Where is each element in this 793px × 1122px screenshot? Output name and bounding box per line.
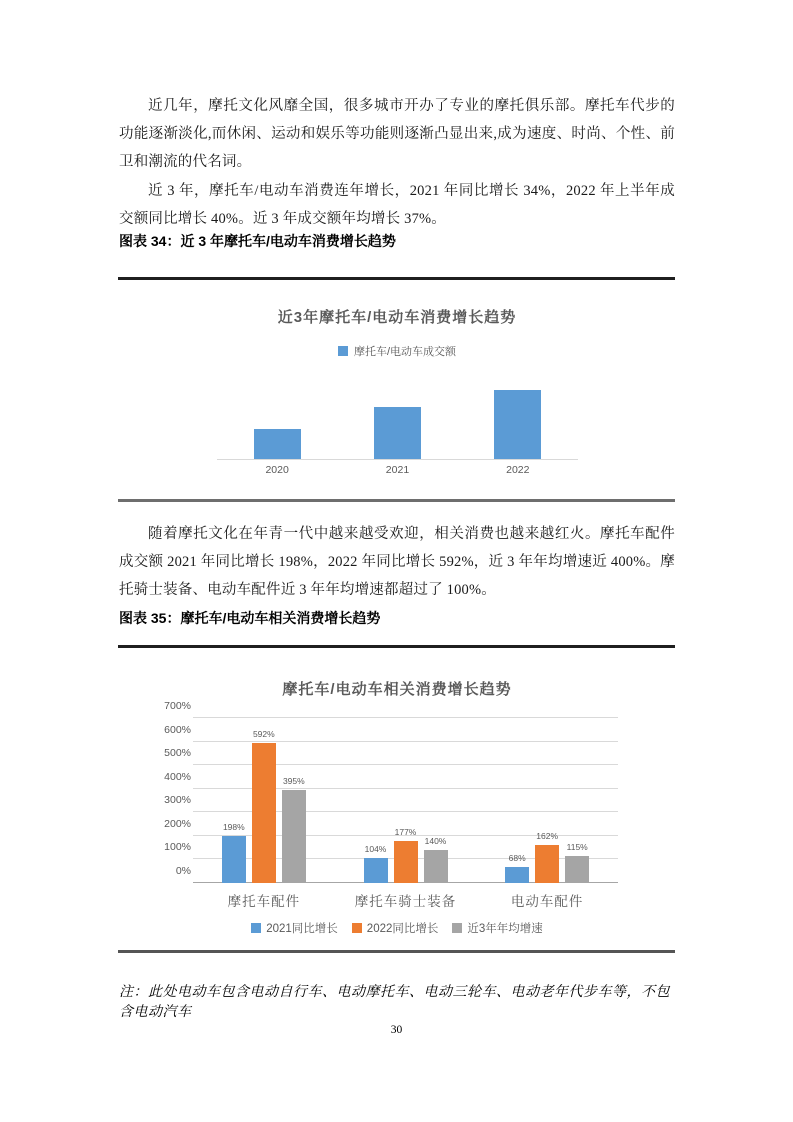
chart2-bar	[252, 729, 276, 883]
figure-35-chart	[119, 648, 675, 950]
legend-swatch-icon	[352, 923, 362, 933]
chart2-legend-item	[452, 920, 542, 936]
chart1-x-label: 2022	[506, 464, 530, 476]
chart2-category-label: 摩托车配件	[227, 894, 301, 909]
chart2-bar	[282, 776, 306, 883]
chart2-category-label: 摩托车骑士装备	[354, 894, 457, 909]
chart2-category-labels	[193, 890, 618, 910]
chart2-bar	[424, 836, 448, 883]
chart1-title: 近3年摩托车/电动车消费增长趋势	[277, 309, 517, 326]
chart2-data-label: 104%	[364, 844, 387, 854]
chart2-bar	[565, 842, 589, 883]
chart2-legend-label: 近3年年均增速	[467, 923, 543, 935]
chart2-y-tick: 700%	[164, 700, 191, 712]
chart2-y-tick: 600%	[164, 724, 191, 736]
legend-swatch-icon	[338, 346, 348, 356]
page-number: 30	[390, 1024, 403, 1036]
chart2-y-tick: 100%	[164, 841, 191, 853]
chart1-x-label: 2021	[385, 464, 410, 476]
chart2-data-label: 198%	[222, 822, 245, 832]
chart2-data-label: 395%	[282, 776, 305, 786]
paragraph-intro: 近几年，摩托文化风靡全国，很多城市开办了专业的摩托俱乐部。摩托车代步的功能逐渐淡化,而休闲、运动和娱乐等功能则逐渐凸显出来,成为速度、时尚、个性、前卫和潮流的代名词。	[119, 98, 675, 170]
legend-swatch-icon	[251, 923, 261, 933]
chart2-legend-label: 2021同比增长	[266, 923, 338, 935]
chart2-legend-item	[251, 920, 338, 936]
chart1-plot-area	[217, 370, 578, 460]
chart2-data-label: 177%	[394, 827, 417, 837]
chart2-legend-item	[352, 920, 439, 936]
figure-35-caption: 图表 35：摩托车/电动车相关消费增长趋势	[119, 610, 381, 626]
legend-swatch-icon	[452, 923, 462, 933]
chart2-bar	[364, 844, 388, 883]
chart1-bar-2022	[494, 390, 541, 459]
figure-34-chart	[119, 280, 675, 499]
chart2-y-tick: 400%	[164, 771, 191, 783]
chart2-data-label: 162%	[536, 831, 559, 841]
chart1-legend	[119, 343, 675, 359]
chart1-x-label: 2020	[265, 464, 289, 476]
chart2-bar	[505, 853, 529, 883]
chart2-group-3	[476, 718, 618, 883]
chart2-y-tick: 0%	[175, 865, 191, 877]
chart2-data-label: 592%	[252, 729, 275, 739]
chart2-group-2	[335, 718, 477, 883]
chart2-legend	[119, 920, 675, 936]
paragraph-growth: 近 3 年，摩托车/电动车消费连年增长，2021 年同比增长 34%，2022 年上半年成交额同比增长 40%。近 3 年成交额年均增长 37%。	[119, 183, 675, 227]
chart2-y-tick: 200%	[164, 818, 191, 830]
chart2-y-tick: 300%	[164, 794, 191, 806]
figure-34-caption: 图表 34：近 3 年摩托车/电动车消费增长趋势	[119, 233, 396, 249]
chart2-data-label: 115%	[566, 842, 588, 852]
chart2-legend-label: 2022同比增长	[366, 923, 439, 935]
chart2-data-label: 68%	[508, 853, 526, 863]
figure-35-bottom-divider	[118, 950, 675, 953]
chart2-data-label: 140%	[424, 836, 447, 846]
chart2-bar	[222, 822, 246, 883]
footnote: 注：此处电动车包含电动自行车、电动摩托车、电动三轮车、电动老年代步车等，不包含电动汽车	[119, 985, 670, 1020]
figure-34-bottom-divider	[118, 499, 675, 502]
chart1-bar-2020	[254, 429, 301, 459]
chart2-bar	[394, 827, 418, 883]
chart2-category-label: 电动车配件	[510, 894, 584, 909]
chart1-bar-2021	[374, 407, 421, 459]
chart2-title: 摩托车/电动车相关消费增长趋势	[282, 681, 512, 698]
chart2-bar-groups	[193, 718, 618, 883]
chart2-bar	[535, 831, 559, 883]
paragraph-accessories: 随着摩托文化在年青一代中越来越受欢迎，相关消费也越来越红火。摩托车配件成交额 2021 年同比增长 198%，2022 年同比增长 592%，近 3 年年均增速近 400%。摩托骑士装备、电动车配件近 3 年年均增速都超过了 100%。	[119, 526, 675, 598]
chart1-x-axis-labels	[217, 464, 578, 476]
chart2-group-1	[193, 718, 335, 883]
chart1-legend-label: 摩托车/电动车成交额	[353, 346, 457, 358]
chart2-y-tick: 500%	[164, 747, 191, 759]
